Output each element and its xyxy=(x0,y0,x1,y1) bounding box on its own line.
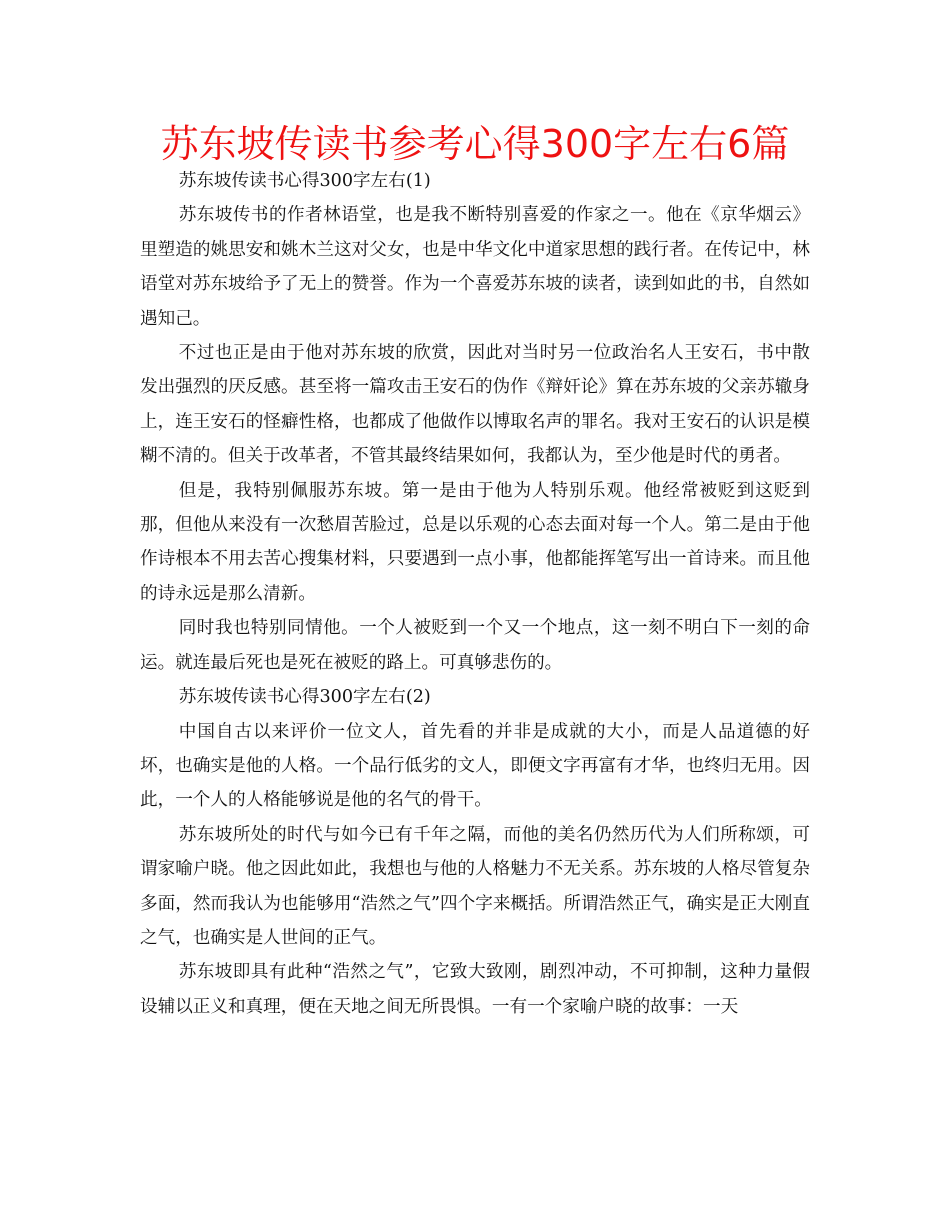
paragraph: 苏东坡传书的作者林语堂，也是我不断特别喜爱的作家之一。他在《京华烟云》里塑造的姚思安和姚木兰这对父女，也是中华文化中道家思想的践行者。在传记中，林语堂对苏东坡给予了无上的赞誉。作为一个喜爱苏东坡的读者，读到如此的书，自然如遇知己。 xyxy=(140,205,810,329)
paragraph: 同时我也特别同情他。一个人被贬到一个又一个地点，这一刻不明白下一刻的命运。就连最后死也是死在被贬的路上。可真够悲伤的。 xyxy=(140,618,810,673)
section-heading-2: 苏东坡传读书心得300字左右(2) xyxy=(178,687,431,708)
document-title: 苏东坡传读书参考心得300字左右6篇 xyxy=(160,122,790,166)
paragraph: 苏东坡即具有此种“浩然之气”，它致大致刚，剧烈冲动，不可抑制，这种力量假设辅以正义和真理，便在天地之间无所畏惧。一有一个家喻户晓的故事：一天 xyxy=(140,962,810,1017)
document-body xyxy=(140,164,810,1024)
paragraph: 但是，我特别佩服苏东坡。第一是由于他为人特别乐观。他经常被贬到这贬到那，但他从来没有一次愁眉苦脸过，总是以乐观的心态去面对每一个人。第二是由于他作诗根本不用去苦心搜集材料，只要遇到一点小事，他都能挥笔写出一首诗来。而且他的诗永远是那么清新。 xyxy=(140,480,810,604)
paragraph: 不过也正是由于他对苏东坡的欣赏，因此对当时另一位政治名人王安石，书中散发出强烈的厌反感。甚至将一篇攻击王安石的伪作《辩奸论》算在苏东坡的父亲苏辙身上，连王安石的怪癖性格，也都成了他做作以博取名声的罪名。我对王安石的认识是模糊不清的。但关于改革者，不管其最终结果如何，我都认为，至少他是时代的勇者。 xyxy=(140,343,810,467)
paragraph: 苏东坡所处的时代与如今已有千年之隔，而他的美名仍然历代为人们所称颂，可谓家喻户晓。他之因此如此，我想也与他的人格魅力不无关系。苏东坡的人格尽管复杂多面，然而我认为也能够用“浩然之气”四个字来概括。所谓浩然正气，确实是正大刚直之气，也确实是人世间的正气。 xyxy=(140,824,810,948)
paragraph: 中国自古以来评价一位文人，首先看的并非是成就的大小，而是人品道德的好坏，也确实是他的人格。一个品行低劣的文人，即便文字再富有才华，也终归无用。因此，一个人的人格能够说是他的名气的骨干。 xyxy=(140,721,810,811)
section-heading-1: 苏东坡传读书心得300字左右(1) xyxy=(178,171,431,191)
